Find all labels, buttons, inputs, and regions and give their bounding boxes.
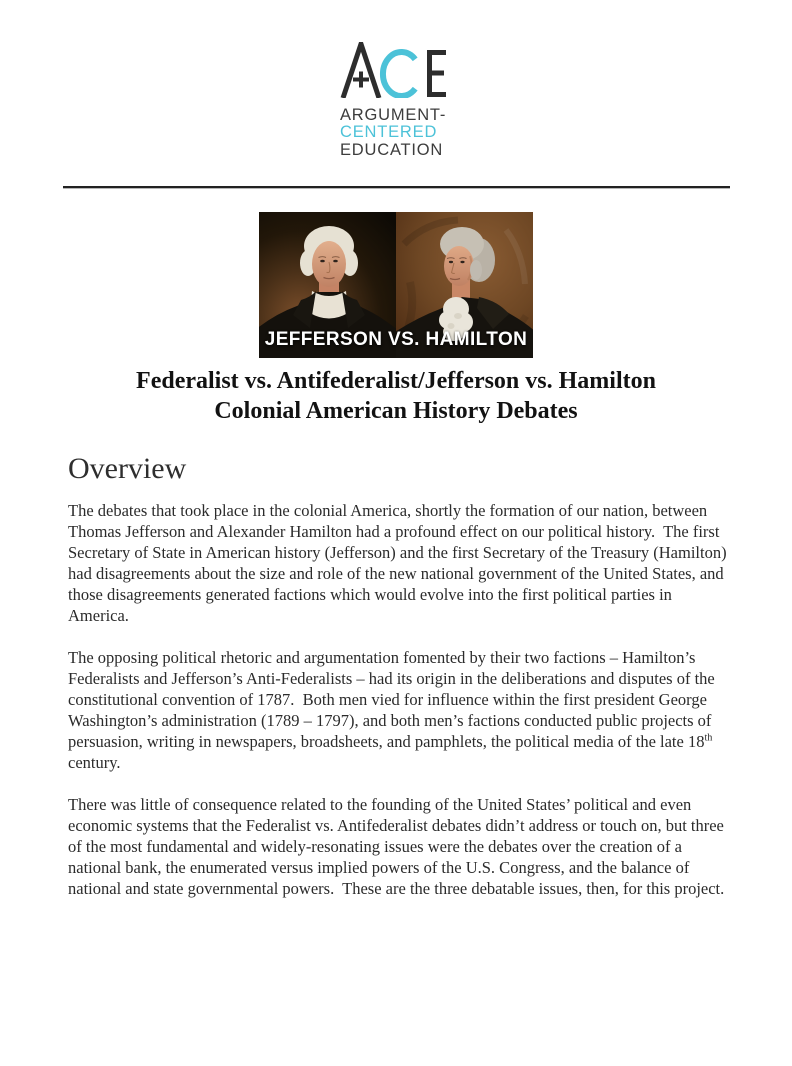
jefferson-vs-hamilton-image xyxy=(259,212,533,358)
letter-c-shape xyxy=(383,52,415,96)
ace-logo xyxy=(340,42,452,159)
plus-icon xyxy=(353,72,369,88)
overview-paragraph-1: The debates that took place in the colonial America, shortly the formation of our nation, between Thomas Jefferson and Alexander Hamilton had a profound effect on our political history. The first Secretary of State in American history (Jefferson) and the first Secretary of the Treasury (Hamilton) had disagreements about the size and role of the new national government of the United States, and those disagreements generated factions which would evolve into the first political parties in America. xyxy=(68,500,731,625)
paragraph-2-text: The opposing political rhetoric and argumentation fomented by their two factions – Hamilton’s Federalists and Jefferson’s Anti-Federalists – had its origin in the deliberations and disputes of the constitutional convention of 1787. Both men vied for influence within the first president George Washington’s administration (1789 – 1797), and both men’s factions conducted public projects of persuasion, writing in newspapers, broadsheets, and pamphlets, the political media of the late 18 xyxy=(68,647,719,751)
ace-wordmark-icon xyxy=(340,42,448,98)
overview-paragraph-2 xyxy=(68,647,730,773)
letter-a-shape xyxy=(343,44,379,98)
logo-line-argument: ARGUMENT- xyxy=(340,106,447,124)
header-divider xyxy=(63,186,730,188)
letter-e-shape xyxy=(427,50,446,97)
overview-paragraph-3: There was little of consequence related to the founding of the United States’ political and even economic systems that the Federalist vs. Antifederalist debates didn’t address or touch on, but three of the most fundamental and widely-resonating issues were the debates over the creation of a national bank, the enumerated versus implied powers of the U.S. Congress, and the balance of national and state governmental powers. These are the three debatable issues, then, for this project. xyxy=(68,794,728,898)
overview-heading: Overview xyxy=(68,451,187,485)
hero-caption: JEFFERSON VS. HAMILTON xyxy=(264,328,528,350)
ordinal-superscript: th xyxy=(704,732,713,744)
logo-line-education: EDUCATION xyxy=(340,140,444,159)
logo-text xyxy=(340,107,452,159)
document-title xyxy=(40,366,752,426)
hamilton-face xyxy=(444,246,474,286)
title-line-1: Federalist vs. Antifederalist/Jefferson vs. Hamilton xyxy=(136,367,656,394)
document-page xyxy=(0,42,792,1066)
logo-line-centered: CENTERED xyxy=(340,123,438,142)
title-line-2: Colonial American History Debates xyxy=(214,397,578,424)
paragraph-2-text-end: century. xyxy=(68,731,717,772)
